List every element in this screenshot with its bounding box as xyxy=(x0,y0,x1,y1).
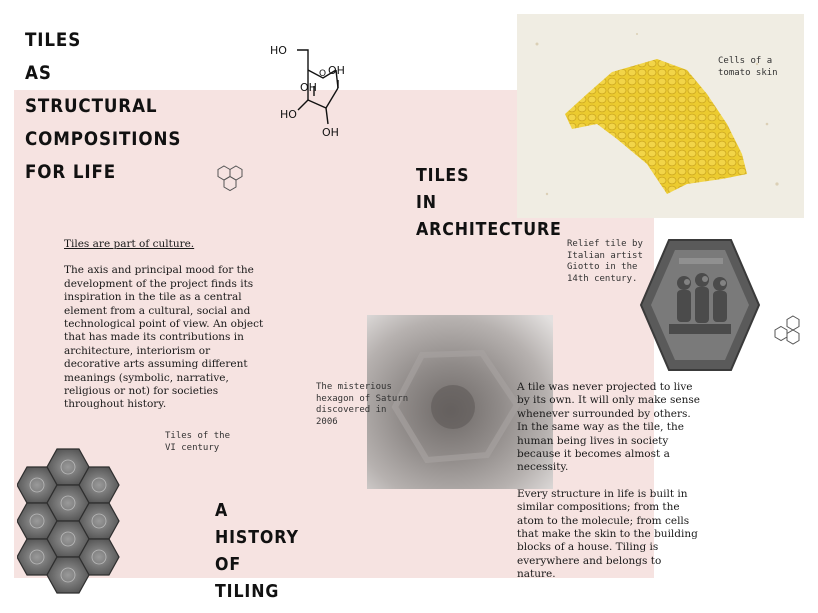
molecule-label: OH xyxy=(328,64,345,77)
essay-paragraph: A tile was never projected to live by its own. It will only make sense whenever surrounded by others. In the same way as the tile, the human being lives in society because it becomes almost a necessity. xyxy=(517,381,700,474)
history-title-line: OF xyxy=(215,554,242,575)
history-title-line: HISTORY xyxy=(215,527,299,548)
sixth-century-caption: Tiles of the VI century xyxy=(165,431,231,453)
main-title-line: STRUCTURAL xyxy=(25,95,158,117)
architecture-title-line: IN xyxy=(416,192,437,213)
molecule-label: OH xyxy=(300,81,317,94)
essay-paragraph: Every structure in life is built in similar compositions; from the atom to the molecule; from cells that make the skin to the building blocks of a house. Tiling is everywhere and belongs to nature. xyxy=(517,487,698,581)
sixth-century-tiles-image xyxy=(17,447,123,597)
tomato-caption: Cells of a tomato skin xyxy=(718,56,778,78)
molecule-label: O xyxy=(319,69,327,79)
main-title-line: COMPOSITIONS xyxy=(25,128,182,150)
molecule-label: OH xyxy=(322,126,339,139)
relief-caption: Relief tile by Italian artist Giotto in the 14th century. xyxy=(567,239,643,284)
intro-lead: Tiles are part of culture. xyxy=(64,238,195,250)
hexagon-cluster-icon xyxy=(771,314,807,350)
intro-paragraph: The axis and principal mood for the development of the project finds its inspiration in the tile as a central element from a cultural, social and technological point of view. An object that has made its contributions in architecture, interiorism or decorative arts assuming different meanings (symbolic, narrative, religious or not) for societies throughout history. xyxy=(64,264,264,411)
glucose-molecule-diagram xyxy=(268,36,362,140)
main-title-line: FOR LIFE xyxy=(25,161,117,183)
hexagon-cluster-icon xyxy=(214,162,250,198)
essay-text xyxy=(517,381,703,595)
main-title xyxy=(25,24,181,189)
architecture-title-line: TILES xyxy=(416,165,470,186)
history-title xyxy=(215,497,299,605)
giotto-relief-tile-image xyxy=(639,238,761,372)
architecture-title-line: ARCHITECTURE xyxy=(416,219,562,240)
intro-text xyxy=(64,238,264,425)
history-title-line: A xyxy=(215,500,229,521)
main-title-line: AS xyxy=(25,62,52,84)
molecule-label: HO xyxy=(280,108,297,121)
saturn-caption: The misterious hexagon of Saturn discovered in 2006 xyxy=(316,382,409,427)
molecule-label: HO xyxy=(270,44,287,57)
history-title-line: TILING xyxy=(215,581,280,602)
main-title-line: TILES xyxy=(25,29,82,51)
architecture-title xyxy=(416,162,562,243)
